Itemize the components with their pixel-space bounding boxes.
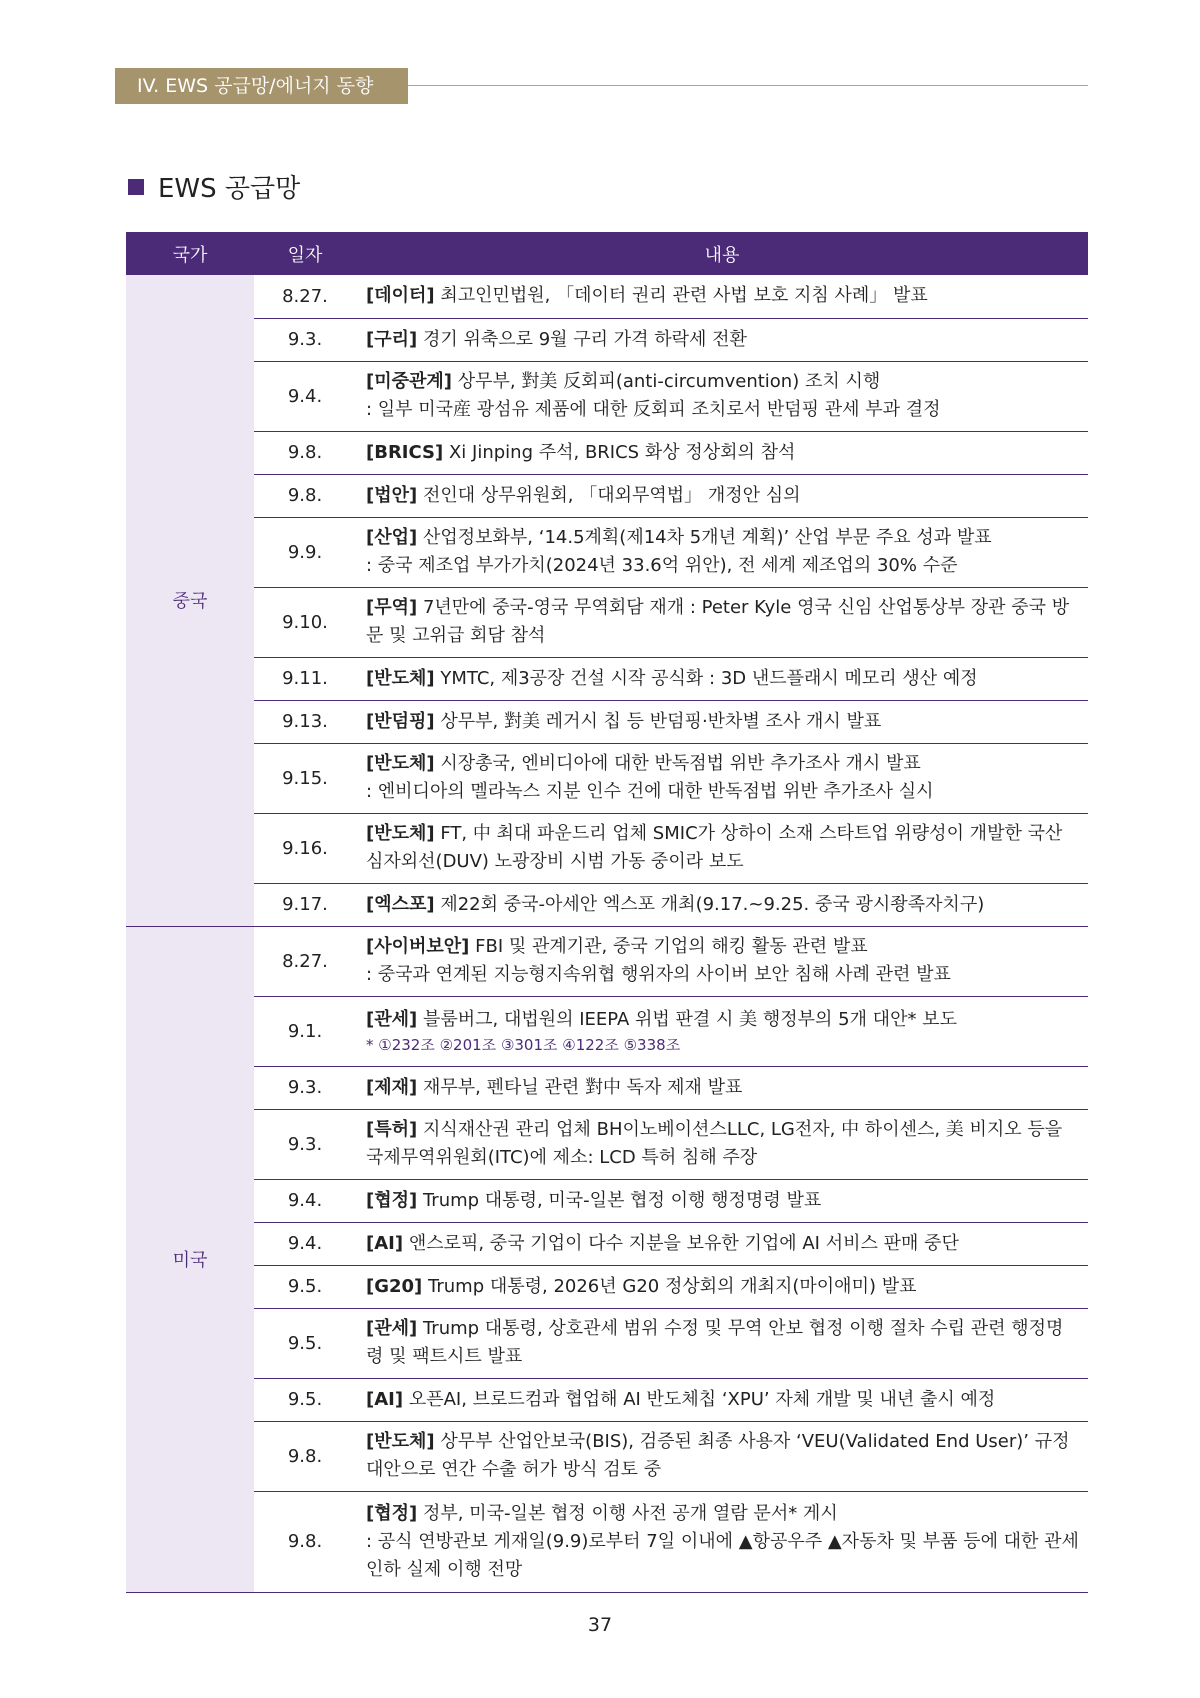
category-tag: [산업] [366,527,418,548]
date-cell: 9.3. [254,1066,356,1109]
date-cell: 9.5. [254,1308,356,1378]
content-headline [366,1006,1080,1034]
content-cell [356,1491,1088,1592]
table-row [126,474,1088,517]
content-text: : 엔비디아의 멜라녹스 지분 인수 건에 대한 반독점법 위반 추가조사 실시 [366,781,934,802]
category-tag: [구리] [366,328,418,350]
table-row [126,1179,1088,1222]
content-detail [366,778,1080,806]
footnote-text: * ①232조 ②201조 ③301조 ④122조 ⑤338조 [366,1036,681,1054]
date-cell: 9.9. [254,517,356,587]
content-text: Trump 대통령, 상호관세 범위 수정 및 무역 안보 협정 이행 절차 수립 관련 행정명령 및 팩트시트 발표 [366,1318,1064,1367]
content-cell [356,1421,1088,1491]
content-text: 앤스로픽, 중국 기업이 다수 지분을 보유한 기업에 AI 서비스 판매 중단 [403,1232,959,1254]
category-tag: [반도체] [366,753,435,774]
category-tag: [무역] [366,597,418,618]
table-row [126,361,1088,431]
table-row [126,1109,1088,1179]
content-text: 최고인민법원, 「데이터 권리 관련 사법 보호 지침 사례」 발표 [434,285,928,307]
content-cell [356,275,1088,318]
header-rule [408,85,1088,86]
content-headline [366,1500,1080,1528]
content-text: : 중국 제조업 부가가치(2024년 33.6억 위안), 전 세계 제조업의 30% 수준 [366,555,958,576]
category-tag: [법안] [366,484,418,506]
table-row [126,1222,1088,1265]
category-tag: [반덤핑] [366,710,435,732]
date-cell: 9.15. [254,743,356,813]
content-headline [366,524,1080,552]
date-cell: 9.4. [254,1222,356,1265]
content-cell [356,657,1088,700]
date-cell: 8.27. [254,926,356,996]
content-cell [356,1066,1088,1109]
content-headline [366,1187,1080,1215]
content-headline [366,326,1080,354]
content-text: 제22회 중국-아세안 엑스포 개최(9.17.~9.25. 중국 광시좡족자치구) [434,893,985,915]
date-cell: 9.13. [254,700,356,743]
content-headline [366,933,1080,961]
table-row [126,813,1088,883]
date-cell: 9.10. [254,587,356,657]
column-header-country: 국가 [126,232,254,275]
content-cell [356,926,1088,996]
content-headline [366,482,1080,510]
section-tab: IV. EWS 공급망/에너지 동향 [115,68,408,104]
content-cell [356,318,1088,361]
content-text: Trump 대통령, 미국-일본 협정 이행 행정명령 발표 [417,1189,822,1211]
content-cell [356,517,1088,587]
table-row [126,996,1088,1066]
content-headline [366,282,1080,310]
category-tag: [제재] [366,1076,418,1098]
content-headline [366,891,1080,919]
content-text: 오픈AI, 브로드컴과 협업해 AI 반도체칩 ‘XPU’ 자체 개발 및 내년 출시 예정 [403,1388,996,1410]
table-row [126,1308,1088,1378]
table-row [126,587,1088,657]
content-cell [356,1222,1088,1265]
section-heading [128,168,300,205]
content-headline [366,368,1080,396]
date-cell: 9.8. [254,474,356,517]
date-cell: 9.8. [254,431,356,474]
content-text: 7년만에 중국-영국 무역회담 재개 : Peter Kyle 영국 신임 산업통상부 장관 중국 방문 및 고위급 회담 참석 [366,597,1070,646]
table-row [126,700,1088,743]
content-text: Xi Jinping 주석, BRICS 화상 정상회의 참석 [443,441,796,463]
table-row [126,318,1088,361]
content-headline [366,1116,1080,1172]
table-body [126,275,1088,1592]
category-tag: [관세] [366,1009,418,1030]
date-cell: 9.8. [254,1491,356,1592]
category-tag: [협정] [366,1502,418,1524]
table-header-row [126,232,1088,275]
content-cell [356,361,1088,431]
table-row [126,657,1088,700]
content-text: : 중국과 연계된 지능형지속위협 행위자의 사이버 보안 침해 사례 관련 발표 [366,964,951,985]
category-tag: [엑스포] [366,893,435,915]
date-cell: 9.3. [254,318,356,361]
content-text: 상무부 산업안보국(BIS), 검증된 최종 사용자 ‘VEU(Validated End User)’ 규정 대안으로 연간 수출 허가 방식 검토 중 [366,1431,1070,1480]
table-row [126,1421,1088,1491]
square-bullet-icon [128,179,144,195]
table-row [126,431,1088,474]
content-text: 상무부, 對美 反회피(anti-circumvention) 조치 시행 [452,371,881,392]
page-title: EWS 공급망 [158,174,301,204]
date-cell: 9.1. [254,996,356,1066]
table-row [126,926,1088,996]
content-headline [366,1230,1080,1258]
content-text: Trump 대통령, 2026년 G20 정상회의 개최지(마이애미) 발표 [422,1275,917,1297]
country-cell: 미국 [126,926,254,1592]
category-tag: [협정] [366,1189,418,1211]
category-tag: [사이버보안] [366,936,470,957]
content-text: 경기 위축으로 9월 구리 가격 하락세 전환 [417,328,747,350]
content-headline [366,594,1080,650]
content-cell [356,431,1088,474]
content-detail [366,552,1080,580]
content-text: : 일부 미국産 광섬유 제품에 대한 反회피 조치로서 반덤핑 관세 부과 결정 [366,399,941,420]
category-tag: [미중관계] [366,371,453,392]
table-row [126,1378,1088,1421]
content-cell [356,1109,1088,1179]
category-tag: [반도체] [366,667,435,689]
column-header-date: 일자 [254,232,356,275]
category-tag: [G20] [366,1275,423,1297]
content-detail [366,396,1080,424]
content-text: 정부, 미국-일본 협정 이행 사전 공개 열람 문서* 게시 [417,1502,838,1524]
date-cell: 9.4. [254,1179,356,1222]
content-text: 산업정보화부, ‘14.5계획(제14차 5개년 계획)’ 산업 부문 주요 성과 발표 [417,527,992,548]
table-row [126,1066,1088,1109]
content-text: 지식재산권 관리 업체 BH이노베이션스LLC, LG전자, 中 하이센스, 美 비지오 등을 국제무역위원회(ITC)에 제소: LCD 특허 침해 주장 [366,1119,1063,1168]
content-headline [366,439,1080,467]
content-text: 상무부, 對美 레거시 칩 등 반덤핑·반차별 조사 개시 발표 [434,710,882,732]
content-headline [366,820,1080,876]
content-detail [366,1528,1080,1584]
content-text: 재무부, 펜타닐 관련 對中 독자 제재 발표 [417,1076,743,1098]
category-tag: [특허] [366,1119,418,1140]
content-headline [366,750,1080,778]
content-cell [356,700,1088,743]
content-headline [366,1273,1080,1301]
category-tag: [AI] [366,1232,404,1254]
content-headline [366,708,1080,736]
content-headline [366,1074,1080,1102]
content-headline [366,665,1080,693]
content-cell [356,743,1088,813]
content-text: 시장총국, 엔비디아에 대한 반독점법 위반 추가조사 개시 발표 [434,753,921,774]
supply-chain-table [126,232,1088,1593]
date-cell: 9.3. [254,1109,356,1179]
content-text: 블룸버그, 대법원의 IEEPA 위법 판결 시 美 행정부의 5개 대안* 보도 [417,1009,957,1030]
table-row [126,1491,1088,1592]
content-headline [366,1315,1080,1371]
table-row [126,883,1088,926]
content-text: FT, 中 최대 파운드리 업체 SMIC가 상하이 소재 스타트업 위량성이 개발한 국산 심자외선(DUV) 노광장비 시범 가동 중이라 보도 [366,823,1063,872]
content-cell [356,813,1088,883]
content-headline [366,1428,1080,1484]
table-row [126,1265,1088,1308]
content-cell [356,1378,1088,1421]
content-text: FBI 및 관계기관, 중국 기업의 해킹 활동 관련 발표 [469,936,868,957]
table-row [126,275,1088,318]
date-cell: 9.5. [254,1378,356,1421]
date-cell: 9.16. [254,813,356,883]
content-cell [356,587,1088,657]
content-cell [356,996,1088,1066]
category-tag: [BRICS] [366,441,444,463]
content-text: YMTC, 제3공장 건설 시작 공식화 : 3D 낸드플래시 메모리 생산 예정 [434,667,978,689]
country-cell: 중국 [126,275,254,926]
content-headline [366,1386,1080,1414]
date-cell: 9.17. [254,883,356,926]
category-tag: [데이터] [366,285,435,307]
content-cell [356,474,1088,517]
category-tag: [반도체] [366,823,435,844]
content-cell [356,1265,1088,1308]
content-text: : 공식 연방관보 게재일(9.9)로부터 7일 이내에 ▲항공우주 ▲자동차 및 부품 등에 대한 관세 인하 실제 이행 전망 [366,1530,1079,1580]
column-header-content: 내용 [356,232,1088,275]
content-detail [366,961,1080,989]
date-cell: 9.11. [254,657,356,700]
content-cell [356,1308,1088,1378]
date-cell: 8.27. [254,275,356,318]
date-cell: 9.4. [254,361,356,431]
content-text: 전인대 상무위원회, 「대외무역법」 개정안 심의 [417,484,801,506]
table-row [126,743,1088,813]
date-cell: 9.8. [254,1421,356,1491]
table-row [126,517,1088,587]
page-number: 37 [587,1614,613,1636]
content-cell [356,883,1088,926]
category-tag: [반도체] [366,1431,435,1452]
content-cell [356,1179,1088,1222]
date-cell: 9.5. [254,1265,356,1308]
category-tag: [관세] [366,1318,418,1339]
category-tag: [AI] [366,1388,404,1410]
